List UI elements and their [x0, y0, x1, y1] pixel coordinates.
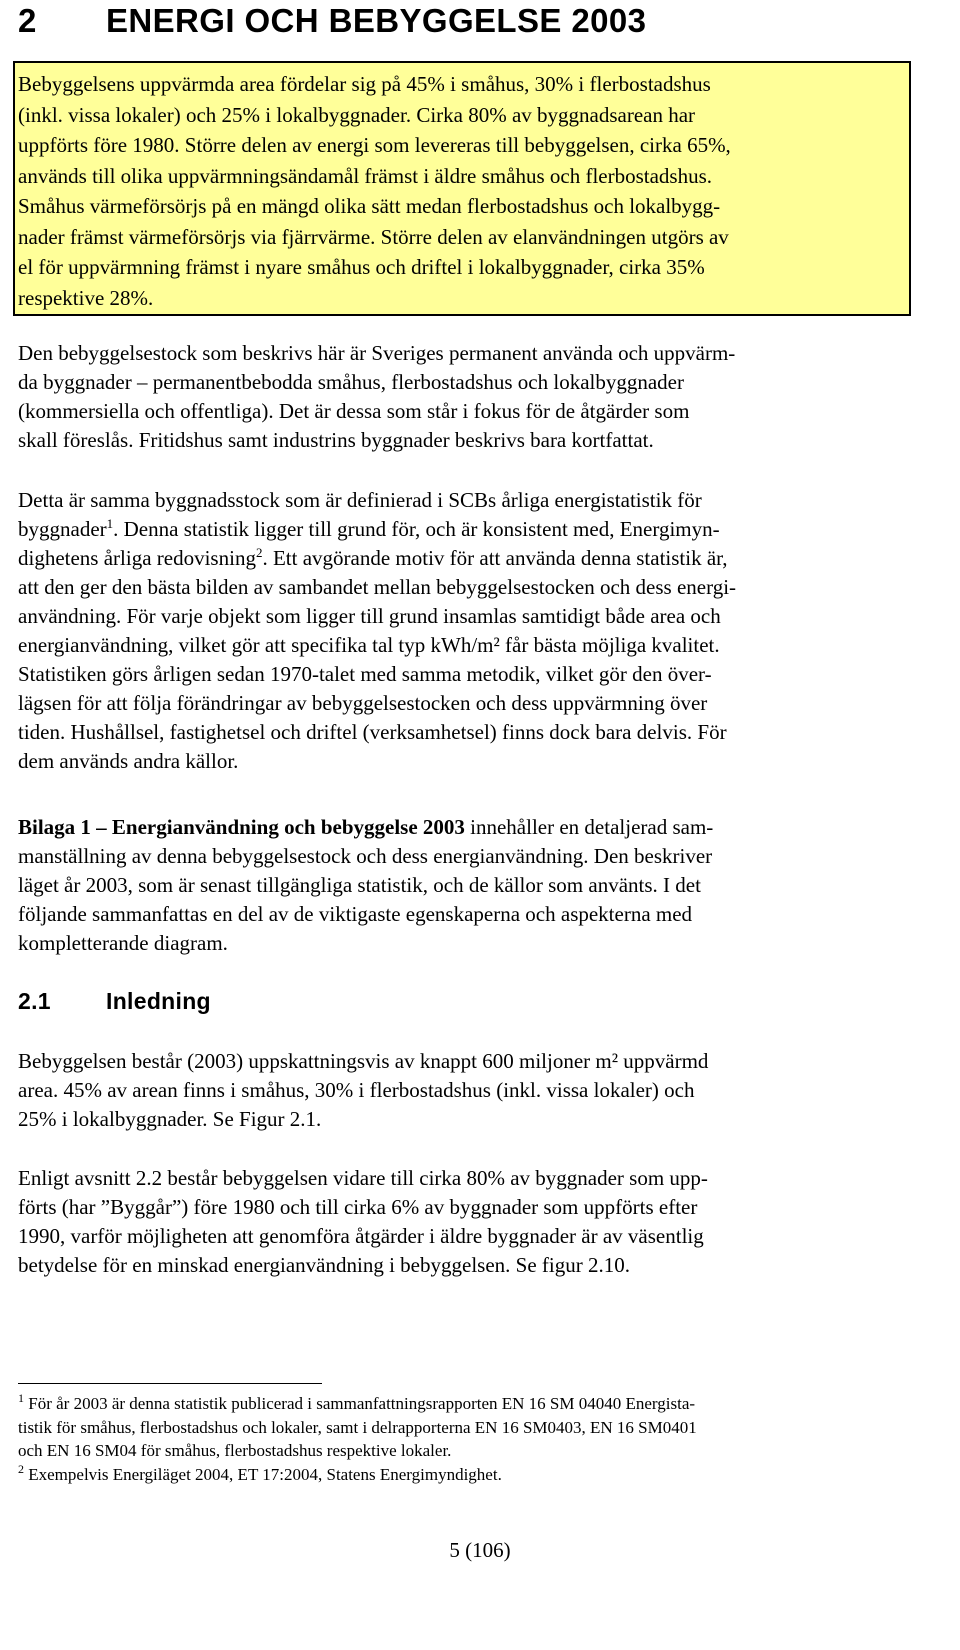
paragraph-line: att den ger den bästa bilden av sambandet mellan bebyggelsestocken och dess energi-	[18, 575, 737, 599]
paragraph-line: manställning av denna bebyggelsestock och dess energianvändning. Den beskriver	[18, 844, 713, 868]
paragraph-area	[18, 1047, 708, 1134]
footnote-text: Exempelvis Energiläget 2004, ET 17:2004, Statens Energimyndighet.	[24, 1464, 502, 1484]
paragraph-line: energianvändning, vilket gör att specifika tal typ kWh/m² får bästa möjliga kvalitet.	[18, 633, 720, 657]
paragraph-line: Bebyggelsen består (2003) uppskattningsvis av knappt 600 miljoner m² uppvärmd	[18, 1049, 709, 1073]
summary-line: Bebyggelsens uppvärmda area fördelar sig på 45% i småhus, 30% i flerbostadshus	[18, 72, 711, 96]
line-text: dighetens årliga redovisning	[18, 546, 256, 570]
paragraph-line: följande sammanfattas en del av de viktigaste egenskaperna och aspekterna med	[18, 902, 693, 926]
line-text: innehåller en detaljerad sam-	[464, 815, 714, 839]
footnote-mark: 1	[18, 1391, 24, 1405]
paragraph-line: dem används andra källor.	[18, 749, 239, 773]
paragraph-line: Detta är samma byggnadsstock som är definierad i SCBs årliga energistatistik för	[18, 488, 702, 512]
summary-line: Småhus värmeförsörjs på en mängd olika sätt medan flerbostadshus och lokalbygg-	[18, 194, 721, 218]
paragraph-line: 25% i lokalbyggnader. Se Figur 2.1.	[18, 1107, 322, 1131]
summary-line: nader främst värmeförsörjs via fjärrvärme. Större delen av elanvändningen utgörs av	[18, 224, 729, 249]
footnotes	[18, 1392, 697, 1486]
paragraph-statistics	[18, 486, 736, 776]
section-title: Inledning	[106, 988, 211, 1014]
paragraph-line	[18, 515, 736, 544]
paragraph-line: läget år 2003, som är senast tillgängliga statistik, och de källor som använts. I det	[18, 873, 701, 897]
page-number: 5 (106)	[449, 1538, 511, 1562]
summary-line: (inkl. vissa lokaler) och 25% i lokalbyggnader. Cirka 80% av byggnadsarean har	[18, 102, 696, 127]
footnote-ref[interactable]: 2	[255, 545, 263, 560]
chapter-number: 2	[18, 2, 37, 39]
summary-line: används till olika uppvärmningsändamål främst i äldre småhus och flerbostadshus.	[18, 163, 713, 188]
paragraph-line: betydelse för en minskad energianvändning i bebyggelsen. Se figur 2.10.	[18, 1253, 630, 1277]
paragraph-line: lägsen för att följa förändringar av bebyggelsestocken och dess uppvärmning över	[18, 691, 708, 715]
summary-line: respektive 28%.	[18, 285, 154, 310]
paragraph-line: Enligt avsnitt 2.2 består bebyggelsen vidare till cirka 80% av byggnader som upp-	[18, 1166, 708, 1190]
chapter-heading	[18, 2, 646, 40]
chapter-title: ENERGI OCH BEBYGGELSE 2003	[106, 2, 647, 39]
summary-box	[13, 61, 911, 316]
footnote-divider	[18, 1383, 322, 1384]
paragraph-line	[18, 813, 713, 842]
paragraph-appendix	[18, 813, 713, 958]
paragraph-line: förts (har ”Byggår”) före 1980 och till cirka 6% av byggnader som uppförts efter	[18, 1195, 698, 1219]
footnote-line: tistik för småhus, flerbostadshus och lokaler, samt i delrapporterna EN 16 SM0403, EN 16 SM0401	[18, 1417, 697, 1437]
line-text: byggnader	[18, 517, 107, 541]
footnote-line: och EN 16 SM04 för småhus, flerbostadshus respektive lokaler.	[18, 1441, 452, 1460]
paragraph-line: 1990, varför möjligheten att genomföra åtgärder i äldre byggnader är av väsentlig	[18, 1224, 704, 1248]
appendix-reference: Bilaga 1 – Energianvändning och bebyggelse 2003	[18, 815, 465, 839]
section-heading	[18, 988, 211, 1015]
section-number: 2.1	[18, 988, 51, 1014]
paragraph-line	[18, 544, 736, 573]
paragraph-building-stock	[18, 339, 735, 455]
paragraph-line: Statistiken görs årligen sedan 1970-talet med samma metodik, vilket gör den över-	[18, 662, 712, 686]
paragraph-construction-year	[18, 1164, 708, 1280]
line-text: . Denna statistik ligger till grund för, och är konsistent med, Energimyn-	[113, 517, 720, 541]
footnote-2	[18, 1463, 697, 1487]
footnote-mark: 2	[18, 1461, 24, 1476]
paragraph-line: (kommersiella och offentliga). Det är dessa som står i fokus för de åtgärder som	[18, 399, 690, 423]
paragraph-line: tiden. Hushållsel, fastighetsel och driftel (verksamhetsel) finns dock bara delvis. För	[18, 720, 727, 744]
summary-line: el för uppvärmning främst i nyare småhus och driftel i lokalbyggnader, cirka 35%	[18, 255, 705, 279]
paragraph-line: Den bebyggelsestock som beskrivs här är Sveriges permanent använda och uppvärm-	[18, 341, 736, 365]
footnote-ref[interactable]: 1	[106, 516, 114, 531]
paragraph-line: användning. För varje objekt som ligger till grund insamlas samtidigt både area och	[18, 604, 721, 628]
paragraph-line: skall föreslås. Fritidshus samt industrins byggnader beskrivs bara kortfattat.	[18, 428, 654, 452]
footnote-1	[18, 1392, 697, 1416]
paragraph-line: kompletterande diagram.	[18, 931, 228, 955]
paragraph-line: da byggnader – permanentbebodda småhus, flerbostadshus och lokalbyggnader	[18, 370, 684, 394]
line-text: . Ett avgörande motiv för att använda denna statistik är,	[262, 546, 728, 570]
footnote-text: För år 2003 är denna statistik publicerad i sammanfattningsrapporten EN 16 SM 04040 Energista-	[24, 1394, 696, 1413]
summary-line: uppförts före 1980. Större delen av energi som levereras till bebyggelsen, cirka 65%,	[18, 133, 731, 157]
paragraph-line: area. 45% av arean finns i småhus, 30% i flerbostadshus (inkl. vissa lokaler) och	[18, 1078, 695, 1102]
